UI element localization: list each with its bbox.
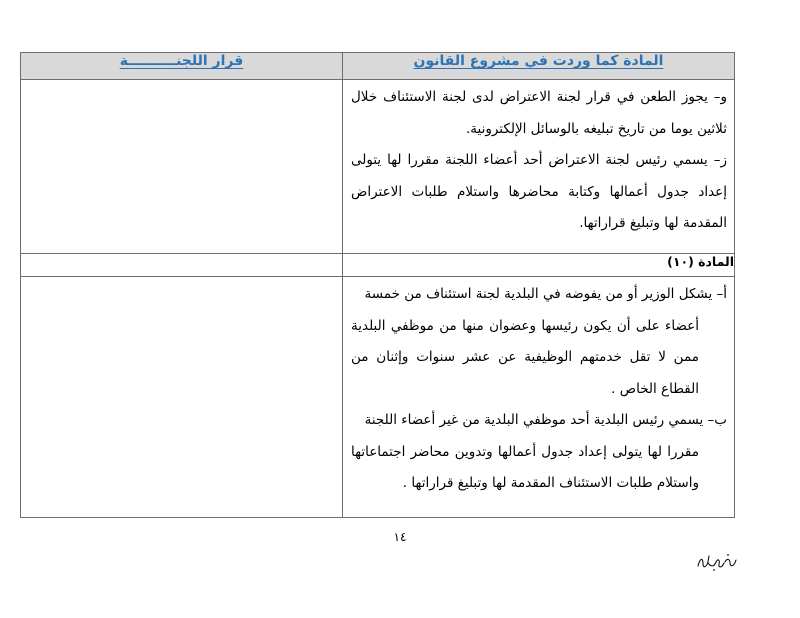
decision-cell (21, 277, 343, 518)
page-number: ١٤ (393, 530, 407, 544)
handwritten-signature (694, 548, 740, 574)
clause-alif-continuation: أعضاء على أن يكون رئيسها وعضوان منها من موظفي البلدية ممن لا تقل خدمتهم الوظيفية عن عشر سنوات وإثنان من القطاع الخاص . (351, 317, 699, 397)
clause-waw: و– يجوز الطعن في قرار لجنة الاعتراض لدى لجنة الاستئناف خلال ثلاثين يوما من تاريخ تبليغه بالوسائل الإلكترونية. (351, 89, 727, 137)
article-title: المادة (١٠) (343, 254, 735, 277)
table-row (21, 80, 735, 254)
clause-ba-first-line: ب– يسمي رئيس البلدية أحد موظفي البلدية من غير أعضاء اللجنة (364, 412, 727, 428)
decision-column-header: قرار اللجنــــــــــة (21, 53, 343, 80)
article-column-header: المادة كما وردت في مشروع القانون (343, 53, 735, 80)
clause-ba-continuation: مقررا لها يتولى إعداد جدول أعمالها وتدوين محاضر اجتماعاتها واستلام طلبات الاستئناف المقدمة لها وتبليغ قراراتها . (351, 443, 699, 491)
article-heading-row (21, 254, 735, 277)
decision-cell (21, 80, 343, 254)
committee-decision-table (20, 52, 735, 518)
decision-cell (21, 254, 343, 277)
article-text-cell (343, 277, 735, 518)
table-row (21, 277, 735, 518)
article-text-cell (343, 80, 735, 254)
clause-alif-first-line: أ– يشكل الوزير أو من يفوضه في البلدية لجنة استئناف من خمسة (364, 286, 727, 302)
table-header-row (21, 53, 735, 80)
clause-zay: ز– يسمي رئيس لجنة الاعتراض أحد أعضاء اللجنة مقررا لها يتولى إعداد جدول أعمالها وكتابة محاضرها واستلام طلبات الاعتراض المقدمة لها وتبليغ قراراتها. (351, 152, 727, 231)
